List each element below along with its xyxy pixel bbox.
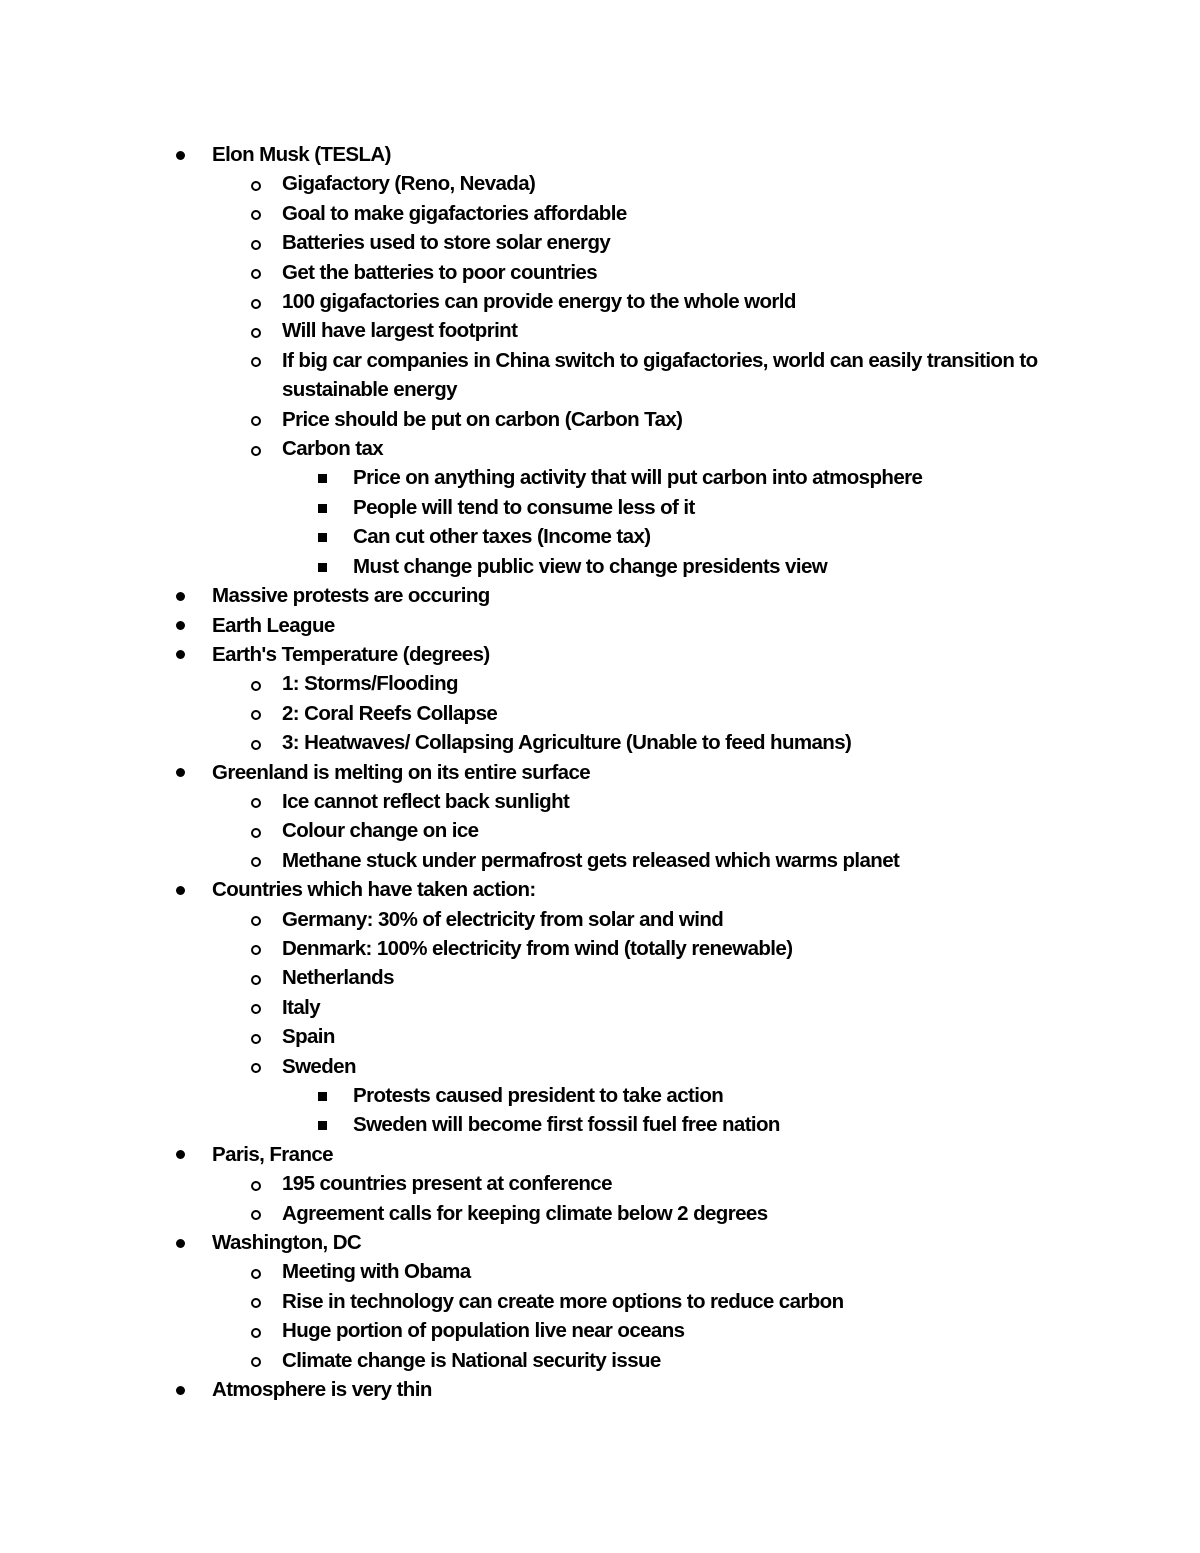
list-item [0,1228,1200,1257]
list-item [0,758,1200,787]
list-item-text: Can cut other taxes (Income tax) [353,525,651,549]
list-item [0,728,1052,757]
bullet-disc-icon [176,1239,185,1248]
list-item [0,1052,1052,1081]
bullet-disc-icon [176,621,185,630]
list-item [0,405,1052,434]
list-item [0,1022,1052,1051]
bullet-circle-icon [251,710,261,720]
list-item [0,699,1052,728]
list-item [0,1257,1052,1286]
list-item-text: 2: Coral Reefs Collapse [282,701,498,725]
bullet-circle-icon [251,798,261,808]
list-item [0,199,1052,228]
list-item [0,875,1200,904]
list-item [0,611,1200,640]
bullet-circle-icon [251,328,261,338]
list-item-text: 1: Storms/Flooding [282,672,458,696]
list-item-text: Earth's Temperature (degrees) [212,642,490,666]
bullet-circle-icon [251,1004,261,1014]
list-item [0,1140,1200,1169]
list-item-text: Greenland is melting on its entire surface [212,760,591,784]
list-item [0,140,1200,169]
bullet-circle-icon [251,210,261,220]
bullet-square-icon [318,1121,327,1130]
bullet-circle-icon [251,1181,261,1191]
bullet-disc-icon [176,151,185,160]
list-item [0,1316,1052,1345]
list-item-text: Atmosphere is very thin [212,1378,432,1402]
bullet-circle-icon [251,945,261,955]
list-item-text: Will have largest footprint [282,319,518,343]
list-item [0,346,1052,405]
list-item [0,1287,1052,1316]
list-item [0,287,1052,316]
list-item-text: Price should be put on carbon (Carbon Tax) [282,407,683,431]
list-item-text: Huge portion of population live near oceans [282,1319,685,1343]
bullet-circle-icon [251,1034,261,1044]
list-item [0,316,1052,345]
list-item-text: Gigafactory (Reno, Nevada) [282,172,536,196]
list-item-text: 195 countries present at conference [282,1172,612,1196]
bullet-circle-icon [251,681,261,691]
list-item [0,993,1052,1022]
list-item-text: Sweden will become first fossil fuel free nation [353,1113,780,1137]
list-item [0,169,1052,198]
bullet-square-icon [318,504,327,513]
bullet-circle-icon [251,975,261,985]
list-item [0,1169,1052,1198]
bullet-circle-icon [251,416,261,426]
bullet-circle-icon [251,857,261,867]
list-item-text: Protests caused president to take action [353,1084,724,1107]
list-item-text: Colour change on ice [282,819,479,843]
list-item-text: Sweden [282,1054,356,1078]
list-item [0,522,1200,551]
list-item-text: Denmark: 100% electricity from wind (totally renewable) [282,936,793,960]
list-item [0,434,1052,463]
list-item [0,1346,1052,1375]
list-item-text: Methane stuck under permafrost gets released which warms planet [282,848,900,872]
list-item [0,846,1052,875]
list-item [0,787,1052,816]
list-item [0,1110,1200,1139]
list-item [0,228,1052,257]
bullet-circle-icon [251,1328,261,1338]
list-item-text: Batteries used to store solar energy [282,231,611,255]
list-item-text: Elon Musk (TESLA) [212,143,391,166]
bullet-circle-icon [251,740,261,750]
bullet-disc-icon [176,1386,185,1395]
bullet-disc-icon [176,592,185,601]
list-item-text: Climate change is National security issue [282,1348,661,1372]
list-item-text: Get the batteries to poor countries [282,260,598,284]
list-item-text: Paris, France [212,1142,333,1166]
bullet-circle-icon [251,181,261,191]
bullet-circle-icon [251,1210,261,1220]
bullet-disc-icon [176,1150,185,1159]
list-item [0,934,1052,963]
list-item-text: Agreement calls for keeping climate below 2 degrees [282,1201,768,1225]
bullet-circle-icon [251,1269,261,1279]
list-item [0,581,1200,610]
list-item-text: Netherlands [282,966,394,990]
list-item-text: Washington, DC [212,1231,362,1255]
bullet-circle-icon [251,299,261,309]
list-item-text: Massive protests are occuring [212,584,490,608]
bullet-square-icon [318,1092,327,1101]
bullet-disc-icon [176,886,185,895]
bullet-circle-icon [251,1357,261,1367]
bullet-circle-icon [251,828,261,838]
bullet-circle-icon [251,446,261,456]
list-item-text: Rise in technology can create more options to reduce carbon [282,1289,844,1313]
list-item [0,816,1052,845]
notes-outline [0,140,1200,1404]
list-item-text: Carbon tax [282,437,384,461]
list-item [0,493,1200,522]
list-item [0,1199,1052,1228]
list-item-text: If big car companies in China switch to gigafactories, world can easily transition to sustainable energy [282,348,1038,402]
list-item-text: 100 gigafactories can provide energy to the whole world [282,290,796,314]
bullet-square-icon [318,533,327,542]
list-item-text: Countries which have taken action: [212,878,536,902]
list-item-text: Price on anything activity that will put carbon into atmosphere [353,466,923,490]
bullet-circle-icon [251,240,261,250]
bullet-circle-icon [251,357,261,367]
list-item [0,640,1200,669]
list-item-text: Meeting with Obama [282,1260,471,1284]
bullet-circle-icon [251,269,261,279]
list-item [0,905,1052,934]
list-item [0,258,1052,287]
list-item-text: Goal to make gigafactories affordable [282,201,627,225]
list-item [0,1375,1200,1404]
list-item-text: Earth League [212,613,335,637]
list-item [0,1081,1200,1110]
list-item [0,963,1052,992]
bullet-disc-icon [176,768,185,777]
list-item-text: Spain [282,1025,335,1049]
list-item [0,463,1200,492]
list-item-text: Ice cannot reflect back sunlight [282,789,570,813]
list-item-text: Italy [282,995,321,1019]
bullet-disc-icon [176,650,185,659]
bullet-circle-icon [251,1298,261,1308]
bullet-square-icon [318,474,327,483]
list-item-text: Germany: 30% of electricity from solar and wind [282,907,724,931]
list-item-text: Must change public view to change presidents view [353,554,828,578]
list-item [0,669,1052,698]
bullet-circle-icon [251,1063,261,1073]
list-item-text: 3: Heatwaves/ Collapsing Agriculture (Unable to feed humans) [282,731,852,755]
bullet-square-icon [318,563,327,572]
list-item-text: People will tend to consume less of it [353,495,695,519]
list-item [0,552,1200,581]
bullet-circle-icon [251,916,261,926]
